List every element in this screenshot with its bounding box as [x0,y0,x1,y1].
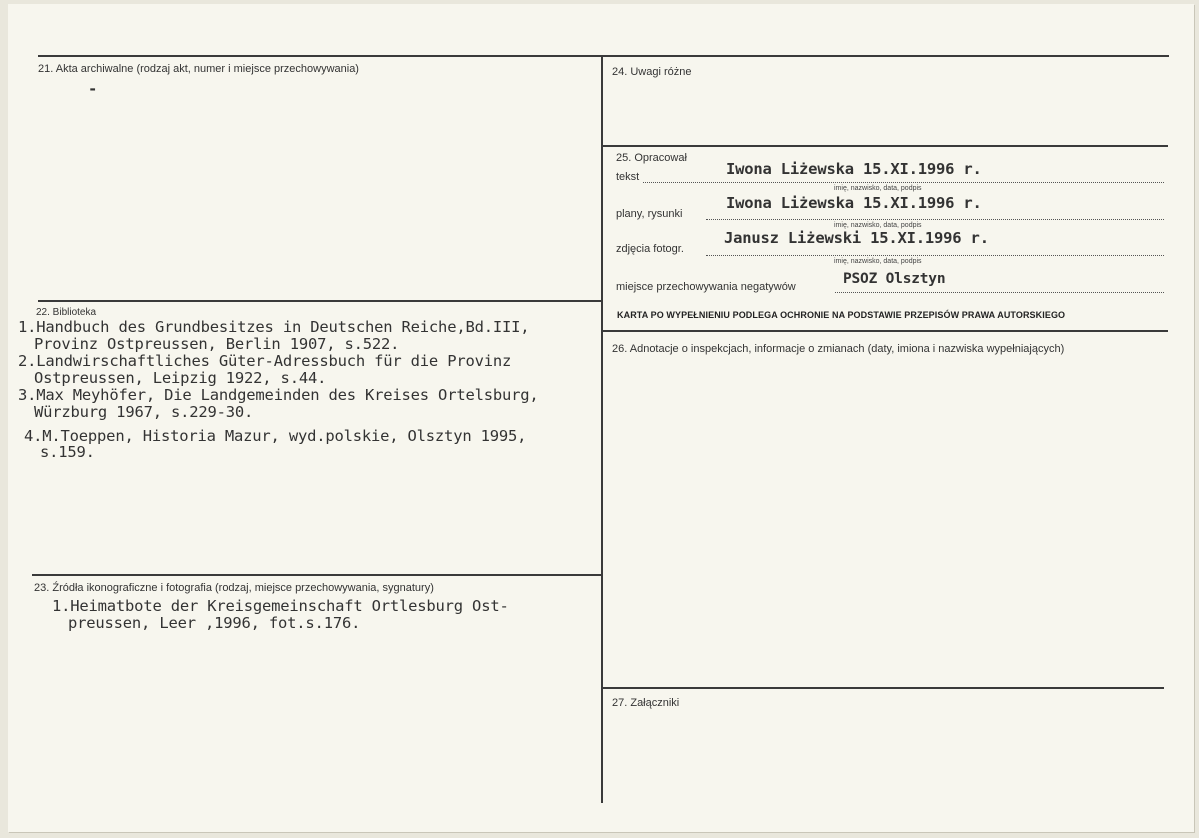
rule-24-25 [603,145,1168,147]
rule-21-22 [38,300,601,302]
rule-25-26 [603,330,1168,332]
rule-22-23 [32,574,601,576]
bib-entry-1-line-2: Provinz Ostpreussen, Berlin 1907, s.522. [34,335,400,353]
tekst-line [643,182,1164,183]
section-27-label: 27. Załączniki [612,697,680,709]
plany-label: plany, rysunki [616,208,683,220]
bib-entry-4-line-2: s.159. [40,443,95,461]
tekst-label: tekst [616,171,640,183]
tekst-caption: imię, nazwisko, data, podpis [834,185,922,192]
copyright-notice: KARTA PO WYPEŁNIENIU PODLEGA OCHRONIE NA PODSTAWIE PRZEPISÓW PRAWA AUTORSKIEGO [617,310,1066,320]
miejsce-line [835,292,1164,293]
section-21-label: 21. Akta archiwalne (rodzaj akt, numer i miejsce przechowywania) [38,63,359,75]
section-26-label: 26. Adnotacje o inspekcjach, informacje o zmianach (daty, imiona i nazwiska wypełniających) [612,343,1065,355]
miejsce-value: PSOZ Olsztyn [843,271,946,287]
plany-caption: imię, nazwisko, data, podpis [834,222,922,229]
section-22-label: 22. Biblioteka [36,307,97,318]
bib-entry-2-line-2: Ostpreussen, Leipzig 1922, s.44. [34,369,327,387]
rule-26-27 [601,687,1164,689]
section-21-value: - [88,80,98,98]
section-23-label: 23. Źródła ikonograficzne i fotografia (rodzaj, miejsce przechowywania, sygnatury) [34,582,434,594]
zdjecia-label: zdjęcia fotogr. [616,243,684,255]
zdjecia-value: Janusz Liżewski 15.XI.1996 r. [724,229,989,247]
section-24-label: 24. Uwagi różne [612,66,692,78]
zdjecia-caption: imię, nazwisko, data, podpis [834,258,922,265]
plany-line [706,219,1164,220]
icon-source-line-2: preussen, Leer ,1996, fot.s.176. [68,614,361,632]
miejsce-label: miejsce przechowywania negatywów [616,281,796,293]
bib-entry-1-line-1: 1.Handbuch des Grundbesitzes in Deutschen Reiche,Bd.III, [18,318,530,336]
bib-entry-2-line-1: 2.Landwirschaftliches Güter-Adressbuch für die Provinz [18,352,512,370]
section-25-label: 25. Opracował [616,152,687,164]
tekst-value: Iwona Liżewska 15.XI.1996 r. [726,160,982,178]
bib-entry-3-line-2: Würzburg 1967, s.229-30. [34,403,254,421]
bib-entry-3-line-1: 3.Max Meyhöfer, Die Landgemeinden des Kreises Ortelsburg, [18,386,539,404]
bib-entry-4-line-1: 4.M.Toeppen, Historia Mazur, wyd.polskie, Olsztyn 1995, [24,427,527,445]
plany-value: Iwona Liżewska 15.XI.1996 r. [726,194,982,212]
top-rule [38,55,1169,57]
center-divider [601,55,603,803]
icon-source-line-1: 1.Heimatbote der Kreisgemeinschaft Ortlesburg Ost- [52,597,509,615]
zdjecia-line [706,255,1164,256]
